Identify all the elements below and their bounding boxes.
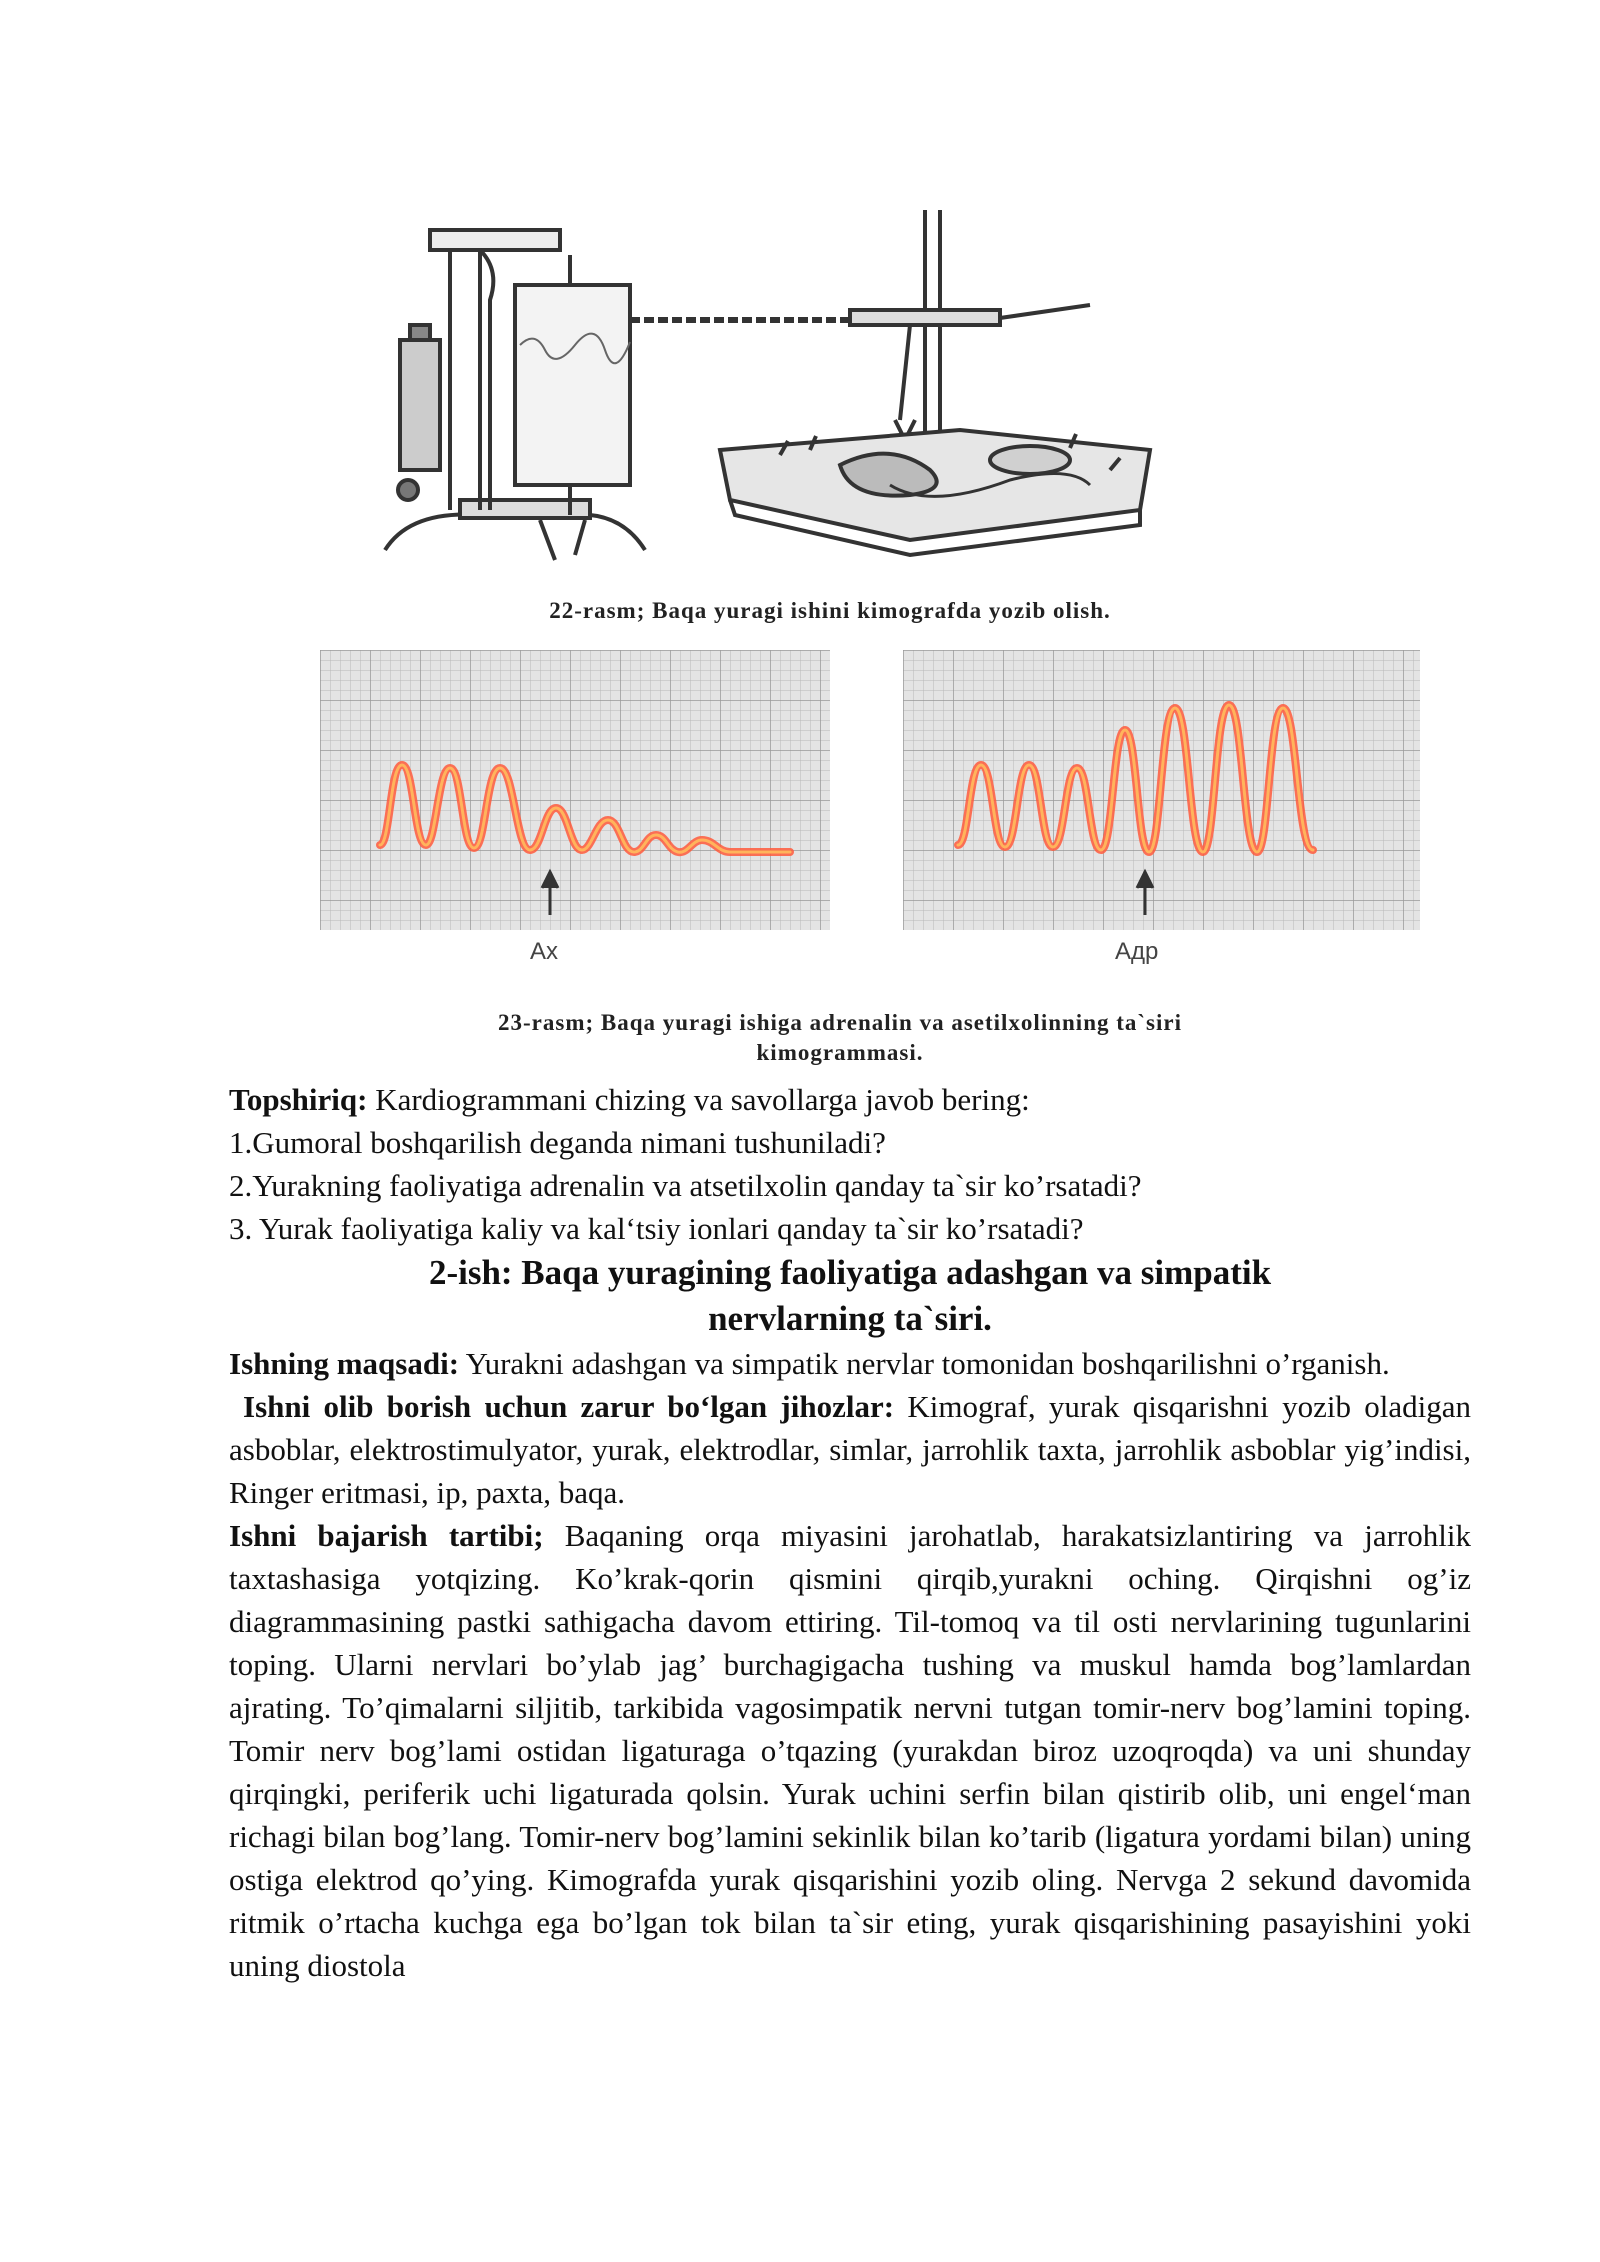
- equipment-text: Kimograf, yurak qisqarishni yozib oladigan asboblar, elektrostimulyator, yurak, elektrodlar, simlar, jarrohlik taxta, jarrohlik asboblar yig’indisi, Ringer eritmasi, ip, paxta, baqa.: [229, 1389, 1471, 1510]
- task-label: Topshiriq:: [229, 1082, 368, 1117]
- kymograph-apparatus-illustration: [370, 210, 1310, 595]
- work-2-heading-line2: nervlarning ta`siri.: [708, 1299, 992, 1338]
- aim-paragraph: [229, 1342, 1471, 1385]
- task-block: [229, 1078, 1471, 1250]
- kymogram-acetylcholine: [320, 650, 830, 930]
- figure-23-caption-line1: 23-rasm; Baqa yuragi ishiga adrenalin va asetilxolinning ta`siri: [498, 1010, 1182, 1035]
- work-2-heading-line1: 2-ish: Baqa yuragining faoliyatiga adashgan va simpatik: [428, 1253, 1272, 1292]
- figure-23-caption-line2: kimogrammasi.: [756, 1040, 924, 1065]
- figure-22-caption: 22-rasm; Baqa yuragi ishini kimografda yozib olish.: [549, 598, 1111, 623]
- aim-label: Ishning maqsadi:: [229, 1346, 460, 1381]
- work-2-section: [229, 1250, 1471, 1987]
- task-text: Kardiogrammani chizing va savollarga javob bering:: [367, 1082, 1030, 1117]
- kymogram-adrenaline: [903, 650, 1420, 930]
- work-2-heading: [229, 1250, 1471, 1342]
- procedure-text: Baqaning orqa miyasini jarohatlab, harakatsizlantiring va jarrohlik taxtashasiga yotqizing. Ko’krak-qorin qismini qirqib,yurakni oching. Qirqishni og’iz diagrammasining pastki sathigacha davom ettiring. Til-tomoq va til osti nervlarining tugunlarini toping. Ularni nervlari bo’ylab jag’ burchagigacha tushing va muskul hamda bog’lamlardan ajrating. To’qimalarni siljitib, tarkibida vagosimpatik nervni tutgan tomir-nerv bog’lamini toping. Tomir nerv bog’lami ostidan ligaturaga o’tqazing (yurakdan biroz uzoqroqda) va uni shunday qirqingki, periferik uchi ligaturada qolsin. Yurak uchini serfin bilan qistirib olib, uni engel‘man richagi bilan bog’lang. Tomir-nerv bog’lamini sekinlik bilan ko’tarib (ligatura yordami bilan) uning ostiga elektrod qo’ying. Kimografda yurak qisqarishini yozib oling. Nervga 2 sekund davomida ritmik o’rtacha kuchga ega bo’lgan tok bilan ta`sir eting, yurak qisqarishining pasayishini yoki uning diostola: [229, 1518, 1471, 1983]
- adrenaline-label: Aдр: [1115, 938, 1159, 965]
- question-2: 2.Yurakning faoliyatiga adrenalin va atsetilxolin qanday ta`sir ko’rsatadi?: [229, 1168, 1142, 1203]
- aim-text: Yurakni adashgan va simpatik nervlar tomonidan boshqarilishni o’rganish.: [459, 1346, 1390, 1381]
- procedure-label: Ishni bajarish tartibi;: [229, 1518, 544, 1553]
- equipment-paragraph: [229, 1385, 1471, 1514]
- equipment-label: Ishni olib borish uchun zarur bo‘lgan jihozlar:: [243, 1389, 895, 1424]
- procedure-paragraph: [229, 1514, 1471, 1987]
- question-3: 3. Yurak faoliyatiga kaliy va kal‘tsiy ionlari qanday ta`sir ko’rsatadi?: [229, 1211, 1084, 1246]
- acetylcholine-label: Ax: [530, 938, 559, 965]
- figure-23-caption: [300, 1008, 1380, 1068]
- question-1: 1.Gumoral boshqarilish deganda nimani tushuniladi?: [229, 1125, 886, 1160]
- task-line: [229, 1078, 1471, 1121]
